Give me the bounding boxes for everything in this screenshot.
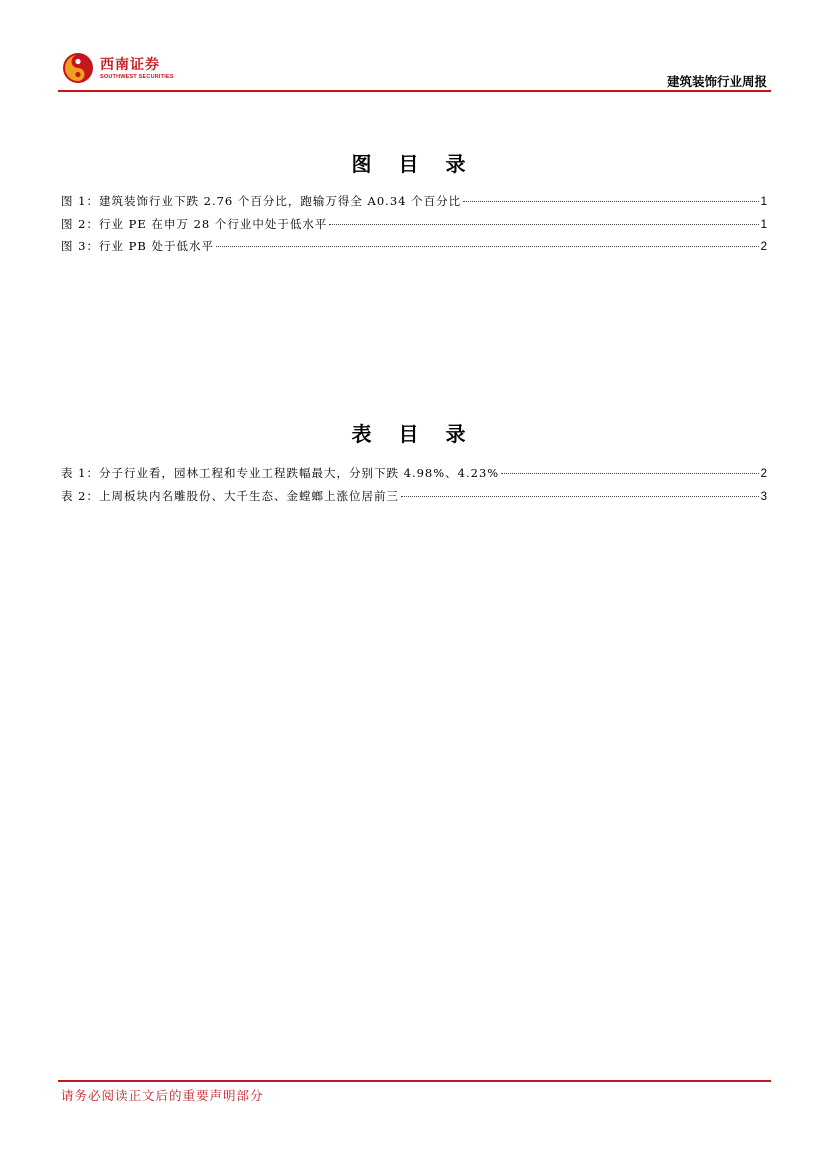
figures-toc-title: 图 目 录 xyxy=(351,152,476,176)
toc-entry-label: 表 2：上周板块内名雕股份、大千生态、金螳螂上涨位居前三 xyxy=(61,488,399,503)
toc-entry-table-1[interactable] xyxy=(61,462,767,485)
page-header xyxy=(58,44,771,94)
toc-page-number: 2 xyxy=(760,468,767,480)
toc-entry-label: 图 1：建筑装饰行业下跌 2.76 个百分比，跑输万得全 A0.34 个百分比 xyxy=(61,194,462,208)
report-title: 建筑装饰行业周报 xyxy=(666,74,767,89)
logo-chinese-name: 西南证券 xyxy=(100,57,160,73)
toc-page-number: 1 xyxy=(760,218,767,231)
toc-leader-dots xyxy=(501,473,758,474)
toc-leader-dots xyxy=(329,224,758,225)
toc-page-number: 3 xyxy=(760,490,767,503)
toc-entry-figure-2[interactable] xyxy=(61,213,767,236)
tables-toc-title: 表 目 录 xyxy=(351,422,476,446)
toc-entry-label: 图 2：行业 PE 在申万 28 个行业中处于低水平 xyxy=(61,216,328,231)
toc-page-number: 2 xyxy=(760,241,767,253)
toc-leader-dots xyxy=(463,201,758,202)
disclaimer-note: 请务必阅读正文后的重要声明部分 xyxy=(61,1088,264,1103)
toc-entry-figure-3[interactable] xyxy=(61,235,767,258)
toc-entry-figure-1[interactable] xyxy=(61,190,767,213)
toc-entry-table-2[interactable] xyxy=(61,485,767,508)
footer-divider xyxy=(58,1080,771,1082)
header-divider xyxy=(58,90,771,92)
toc-page-number: 1 xyxy=(760,196,767,208)
tables-toc-list xyxy=(61,462,767,507)
toc-entry-label: 表 1：分子行业看，园林工程和专业工程跌幅最大，分别下跌 4.98%、4.23% xyxy=(61,466,500,480)
brand-logo xyxy=(62,50,182,86)
toc-entry-label: 图 3：行业 PB 处于低水平 xyxy=(61,239,214,253)
toc-leader-dots xyxy=(216,246,759,247)
logo-english-name: SOUTHWEST SECURITIES xyxy=(100,74,174,80)
figures-toc-list xyxy=(61,190,767,258)
logo-emblem-icon xyxy=(62,52,94,84)
toc-leader-dots xyxy=(401,496,759,497)
